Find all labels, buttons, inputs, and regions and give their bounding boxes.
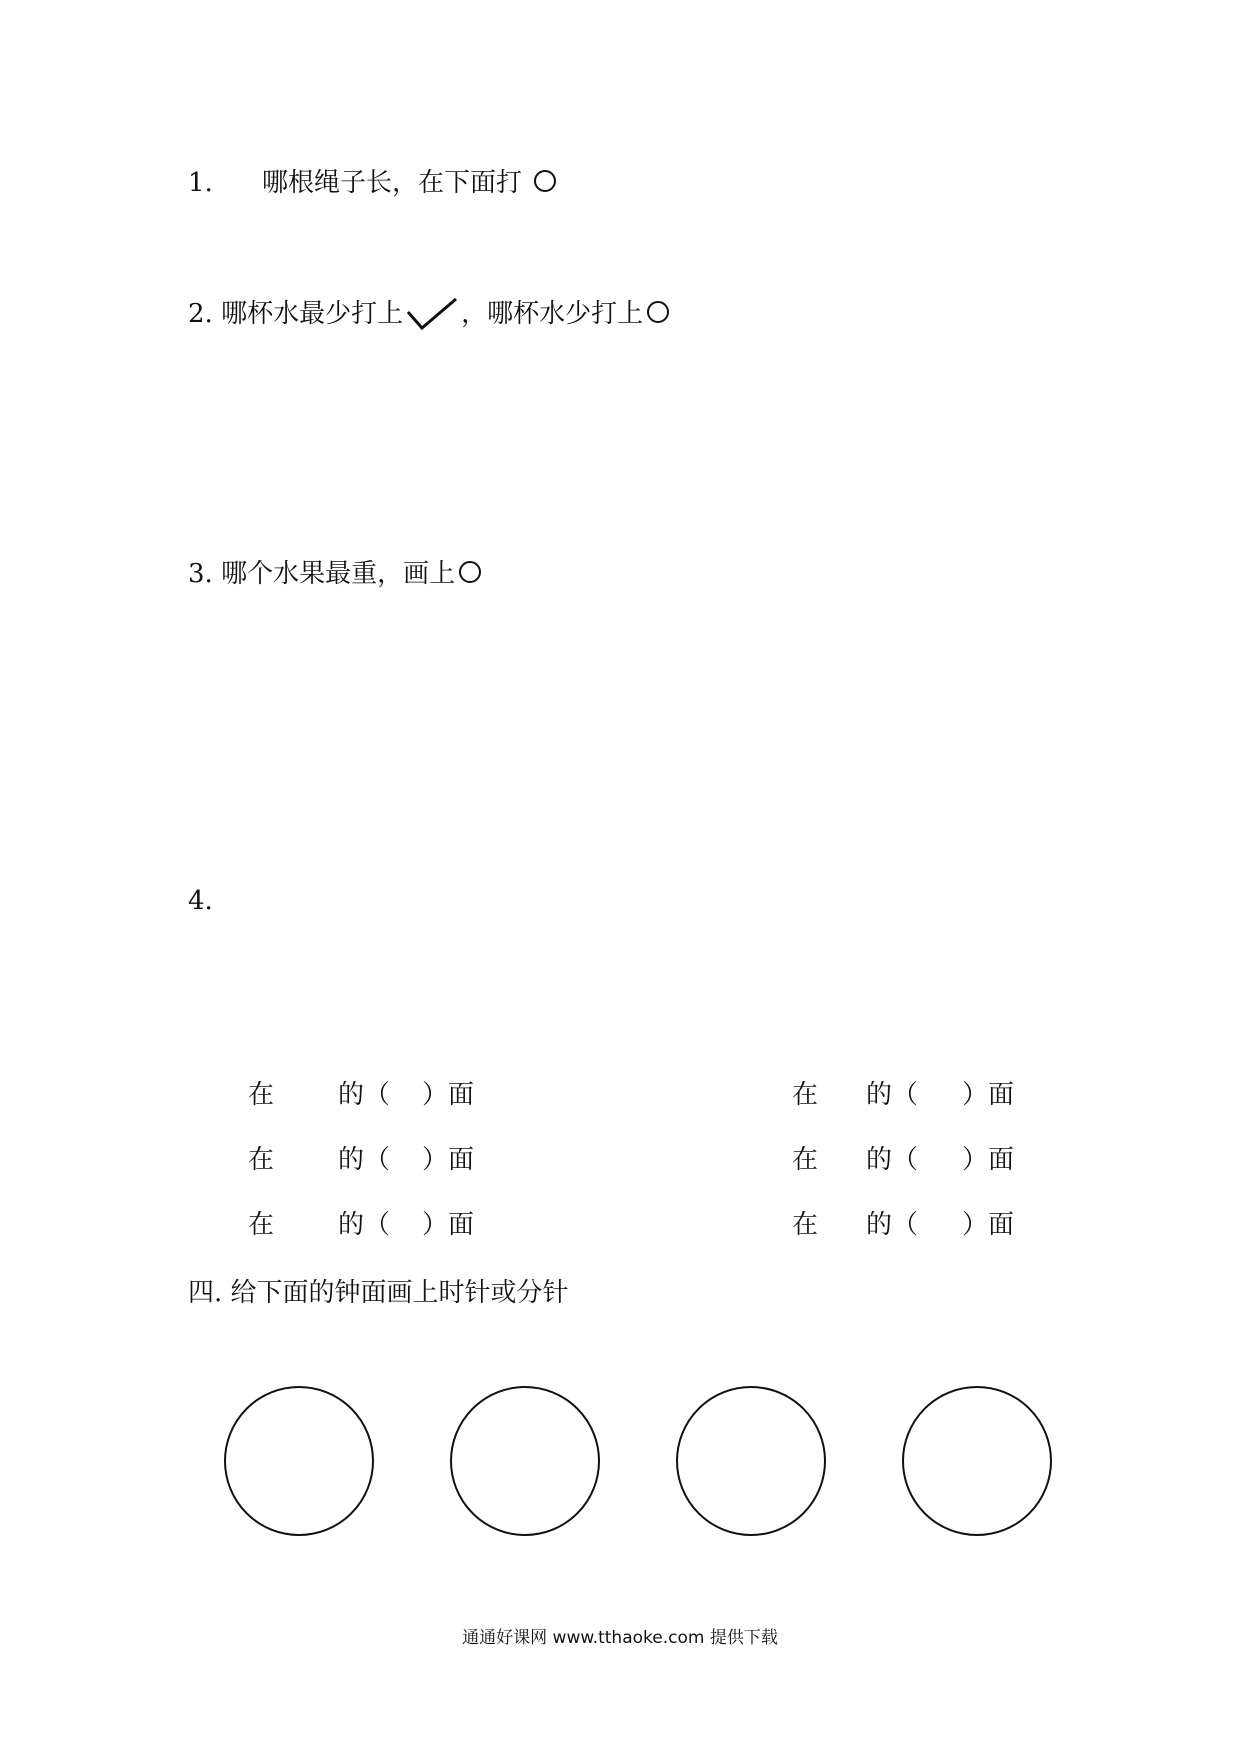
- fill-row: [0, 1143, 1240, 1177]
- question-1-number: 1.: [188, 168, 213, 198]
- circle-icon: [534, 170, 556, 192]
- question-2: [188, 296, 669, 341]
- fill-zai: 在: [248, 1080, 275, 1110]
- fill-mian: ）面: [422, 1145, 475, 1175]
- clock-face-4: [902, 1386, 1052, 1536]
- fill-mian: ）面: [962, 1210, 1015, 1240]
- fill-mian: ）面: [422, 1080, 475, 1110]
- question-2-prefix: 2. 哪杯水最少打上: [188, 299, 404, 329]
- fill-de: 的（: [866, 1145, 919, 1175]
- question-2-suffix: ，哪杯水少打上: [461, 299, 644, 329]
- fill-de: 的（: [338, 1080, 391, 1110]
- clock-face-2: [450, 1386, 600, 1536]
- clock-face-1: [224, 1386, 374, 1536]
- fill-mian: ）面: [962, 1080, 1015, 1110]
- question-4-number: 4.: [188, 886, 213, 916]
- footer-credit: 通通好课网 www.tthaoke.com 提供下载: [462, 1628, 778, 1648]
- clock-face-3: [676, 1386, 826, 1536]
- circle-icon: [647, 301, 669, 323]
- question-4: [188, 884, 213, 918]
- fill-zai: 在: [792, 1080, 819, 1110]
- fill-zai: 在: [792, 1145, 819, 1175]
- fill-row: [0, 1078, 1240, 1112]
- checkmark-icon: [405, 296, 459, 341]
- question-3: [188, 557, 481, 591]
- fill-mian: ）面: [962, 1145, 1015, 1175]
- fill-zai: 在: [248, 1210, 275, 1240]
- fill-zai: 在: [248, 1145, 275, 1175]
- question-1: [188, 166, 556, 200]
- circle-icon: [459, 561, 481, 583]
- question-1-text: 哪根绳子长，在下面打: [262, 168, 523, 198]
- fill-mian: ）面: [422, 1210, 475, 1240]
- fill-row: [0, 1208, 1240, 1242]
- section-4-title: 四. 给下面的钟面画上时针或分针: [188, 1278, 569, 1308]
- fill-de: 的（: [866, 1080, 919, 1110]
- fill-zai: 在: [792, 1210, 819, 1240]
- fill-de: 的（: [338, 1210, 391, 1240]
- question-3-text: 3. 哪个水果最重，画上: [188, 559, 456, 589]
- fill-de: 的（: [338, 1145, 391, 1175]
- fill-de: 的（: [866, 1210, 919, 1240]
